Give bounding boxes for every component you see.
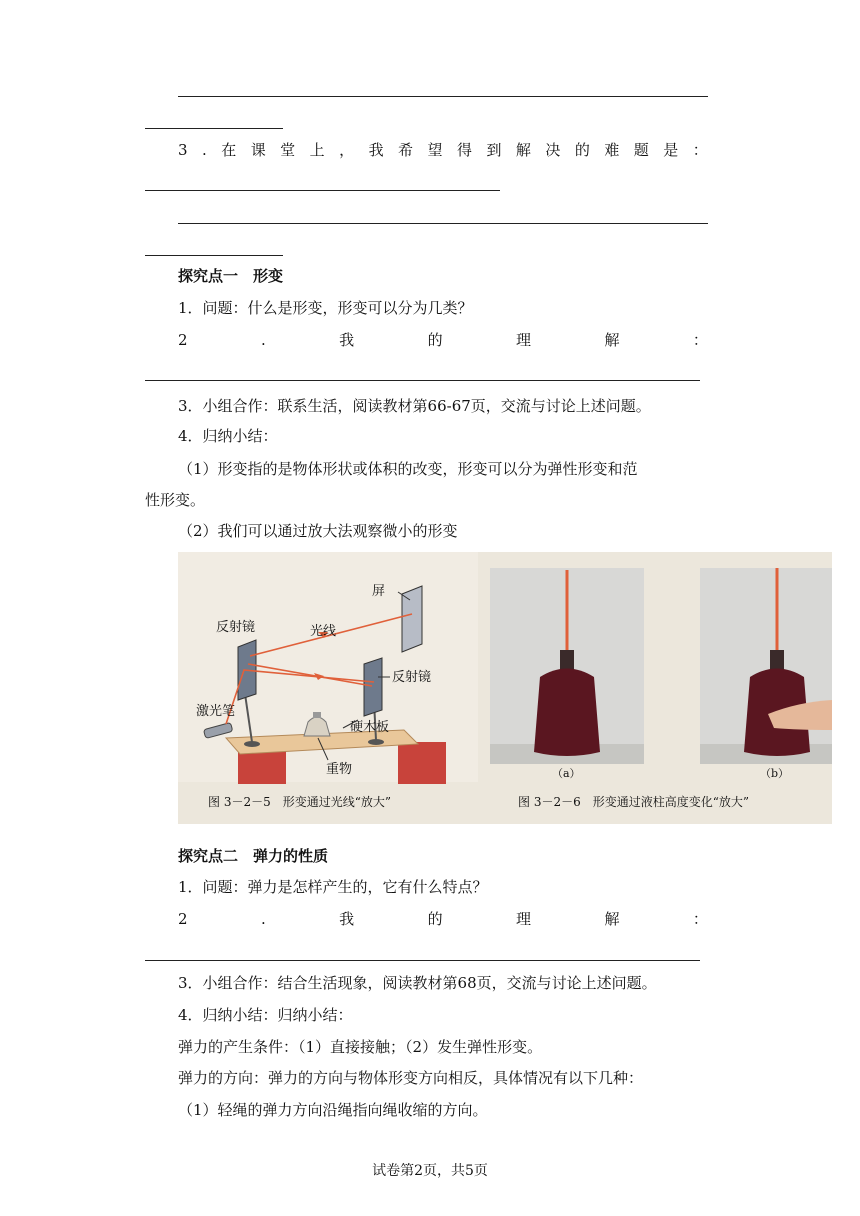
mirror-2 bbox=[364, 658, 382, 716]
support-block-right bbox=[398, 742, 446, 784]
section1-title: 探究点一 形变 bbox=[178, 267, 284, 285]
answer-line bbox=[178, 96, 708, 97]
caption-left: 图 3－2－5 形变通过光线“放大” bbox=[208, 795, 391, 809]
understand-char: 2 bbox=[178, 910, 188, 928]
understand-char: 我 bbox=[339, 910, 355, 928]
answer-line bbox=[145, 960, 700, 961]
elastic-direction: 弹力的方向：弹力的方向与物体形变方向相反，具体情况有以下几种： bbox=[178, 1069, 644, 1087]
q3-char: 的 bbox=[574, 141, 590, 159]
figure-illustration bbox=[178, 552, 832, 824]
section1-q3: 3．小组合作：联系生活，阅读教材第66-67页，交流与讨论上述问题。 bbox=[178, 397, 651, 415]
understand-char: 理 bbox=[516, 910, 532, 928]
q3-char: 堂 bbox=[280, 141, 296, 159]
answer-line bbox=[145, 128, 283, 129]
understand-char: 理 bbox=[516, 331, 532, 349]
section2-q3: 3．小组合作：结合生活现象，阅读教材第68页，交流与讨论上述问题。 bbox=[178, 974, 657, 992]
q3-char: 课 bbox=[250, 141, 266, 159]
understand-char: . bbox=[260, 331, 266, 349]
understand-char: 的 bbox=[427, 331, 443, 349]
label-screen: 屏 bbox=[372, 584, 386, 599]
label-weight: 重物 bbox=[326, 762, 353, 777]
label-mirror-2: 反射镜 bbox=[392, 670, 432, 685]
section1-summary-1b: 性形变。 bbox=[145, 491, 206, 509]
section1-summary-2: （2）我们可以通过放大法观察微小的形变 bbox=[178, 522, 458, 540]
q3-number: 3 bbox=[178, 141, 188, 159]
understand-char: 解 bbox=[604, 910, 620, 928]
answer-line bbox=[145, 255, 283, 256]
screen bbox=[402, 586, 422, 652]
understand-char: 的 bbox=[427, 910, 443, 928]
q3-char: 到 bbox=[486, 141, 502, 159]
q3-char: ： bbox=[692, 141, 708, 159]
understand-char: . bbox=[260, 910, 266, 928]
section1-q4: 4．归纳小结： bbox=[178, 427, 278, 445]
bottle-a bbox=[534, 669, 600, 757]
label-laser: 激光笔 bbox=[196, 704, 236, 719]
page-footer: 试卷第2页，共5页 bbox=[372, 1163, 488, 1179]
q3-char: ， bbox=[339, 141, 355, 159]
label-light: 光线 bbox=[310, 624, 337, 639]
section1-q1: 1．问题：什么是形变，形变可以分为几类？ bbox=[178, 299, 473, 317]
q3-char: 得 bbox=[456, 141, 472, 159]
q3-char: 上 bbox=[309, 141, 325, 159]
answer-line bbox=[145, 380, 700, 381]
q3-dot: . bbox=[202, 141, 207, 159]
section2-q1: 1．问题：弹力是怎样产生的，它有什么特点？ bbox=[178, 878, 488, 896]
q3-line bbox=[178, 140, 708, 160]
understand-char: 解 bbox=[604, 331, 620, 349]
understand-char: 2 bbox=[178, 331, 188, 349]
understand-char: ： bbox=[692, 331, 708, 349]
q3-char: 难 bbox=[604, 141, 620, 159]
label-b: （b） bbox=[760, 767, 790, 780]
label-a: （a） bbox=[552, 767, 581, 780]
label-mirror-1: 反射镜 bbox=[216, 620, 256, 635]
understand-char: 我 bbox=[339, 331, 355, 349]
answer-line bbox=[145, 190, 500, 191]
section2-q4: 4．归纳小结：归纳小结： bbox=[178, 1006, 353, 1024]
section2-understand bbox=[178, 909, 708, 929]
q3-char: 是 bbox=[663, 141, 679, 159]
elastic-condition: 弹力的产生条件：（1）直接接触；（2）发生弹性形变。 bbox=[178, 1038, 543, 1056]
q3-char: 题 bbox=[633, 141, 649, 159]
section1-understand bbox=[178, 330, 708, 350]
q3-char: 望 bbox=[427, 141, 443, 159]
section1-summary-1a: （1）形变指的是物体形状或体积的改变，形变可以分为弹性形变和范 bbox=[178, 460, 638, 478]
q3-char: 在 bbox=[221, 141, 237, 159]
section2-title: 探究点二 弹力的性质 bbox=[178, 847, 329, 865]
answer-line bbox=[178, 223, 708, 224]
textbook-figure bbox=[178, 552, 832, 824]
rope-direction: （1）轻绳的弹力方向沿绳指向绳收缩的方向。 bbox=[178, 1101, 488, 1119]
q3-char: 希 bbox=[398, 141, 414, 159]
q3-char: 决 bbox=[545, 141, 561, 159]
q3-char: 我 bbox=[368, 141, 384, 159]
caption-right: 图 3－2－6 形变通过液柱高度变化“放大” bbox=[518, 795, 749, 809]
understand-char: ： bbox=[692, 910, 708, 928]
q3-char: 解 bbox=[515, 141, 531, 159]
label-board: 硬木板 bbox=[350, 720, 390, 735]
